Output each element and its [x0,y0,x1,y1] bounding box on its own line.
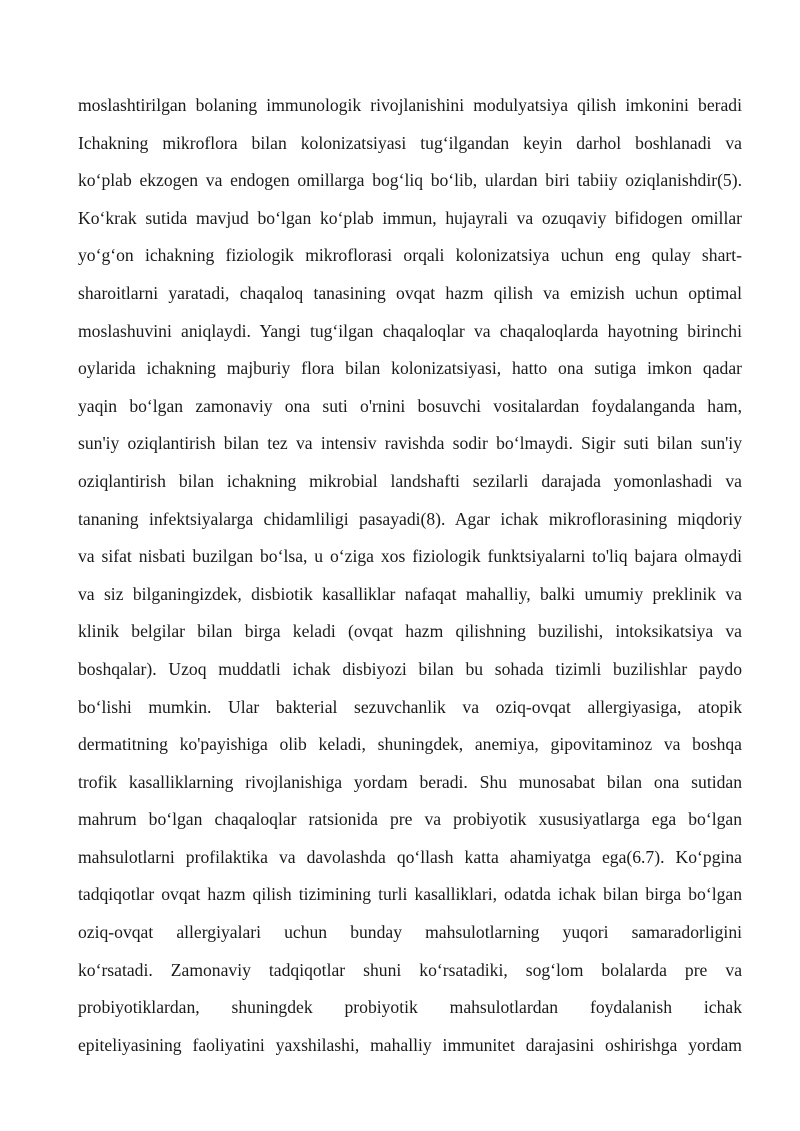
text-line: moslashuvini aniqlaydi. Yangi tug‘ilgan chaqaloqlar va chaqaloqlarda hayotning birinchi [78,320,742,341]
text-line: boshqalar). Uzoq muddatli ichak disbiyozi bilan bu sohada tizimli buzilishlar paydo [78,658,742,679]
text-line: va siz bilganingizdek, disbiotik kasalliklar nafaqat mahalliy, balki umumiy preklinik va [78,583,742,604]
text-line: sun'iy oziqlantirish bilan tez va intensiv ravishda sodir bo‘lmaydi. Sigir suti bilan sun'iy [78,433,742,454]
text-line: epiteliyasining faoliyatini yaxshilashi, mahalliy immunitet darajasini oshirishga yordam [78,1034,742,1055]
text-line: klinik belgilar bilan birga keladi (ovqat hazm qilishning buzilishi, intoksikatsiya va [78,621,742,642]
text-line: Ichakning mikroflora bilan kolonizatsiyasi tug‘ilgandan keyin darhol boshlanadi va [78,132,742,153]
text-line: oziqlantirish bilan ichakning mikrobial landshafti sezilarli darajada yomonlashadi va [78,470,742,491]
text-line: mahrum bo‘lgan chaqaloqlar ratsionida pre va probiyotik xususiyatlarga ega bo‘lgan [78,809,742,830]
text-line: oylarida ichakning majburiy flora bilan kolonizatsiyasi, hatto ona sutiga imkon qadar [78,358,742,379]
text-line: va sifat nisbati buzilgan bo‘lsa, u o‘ziga xos fiziologik funktsiyalarni to'liq bajara olmaydi [78,546,742,567]
text-line: yo‘g‘on ichakning fiziologik mikroflorasi orqali kolonizatsiya uchun eng qulay shart- [78,245,742,266]
text-line: mahsulotlarni profilaktika va davolashda qo‘llash katta ahamiyatga ega(6.7). Ko‘pgina [78,846,742,867]
text-line: oziq-ovqat allergiyalari uchun bunday mahsulotlarning yuqori samaradorligini [78,922,742,943]
body-paragraph [78,87,742,1064]
text-line: ko‘plab ekzogen va endogen omillarga bog‘liq bo‘lib, ulardan biri tabiiy oziqlanishdir(5). [78,170,742,191]
text-line: probiyotiklardan, shuningdek probiyotik mahsulotlardan foydalanish ichak [78,997,742,1018]
text-line: ko‘rsatadi. Zamonaviy tadqiqotlar shuni ko‘rsatadiki, sog‘lom bolalarda pre va [78,959,742,980]
text-line: moslashtirilgan bolaning immunologik rivojlanishini modulyatsiya qilish imkonini beradi [78,95,742,115]
text-line: trofik kasalliklarning rivojlanishiga yordam beradi. Shu munosabat bilan ona sutidan [78,771,742,792]
text-line: bo‘lishi mumkin. Ular bakterial sezuvchanlik va oziq-ovqat allergiyasiga, atopik [78,696,742,717]
text-line: Ko‘krak sutida mavjud bo‘lgan ko‘plab immun, hujayrali va ozuqaviy bifidogen omillar [78,207,742,228]
text-line: sharoitlarni yaratadi, chaqaloq tanasining ovqat hazm qilish va emizish uchun optimal [78,282,742,303]
text-line: tananing infektsiyalarga chidamliligi pasayadi(8). Agar ichak mikroflorasining miqdoriy [78,508,742,529]
text-line: yaqin bo‘lgan zamonaviy ona suti o'rnini bosuvchi vositalardan foydalanganda ham, [78,395,742,416]
text-line: tadqiqotlar ovqat hazm qilish tizimining turli kasalliklari, odatda ichak bilan birga bo‘lgan [78,884,742,905]
text-line: dermatitning ko'payishiga olib keladi, shuningdek, anemiya, gipovitaminoz va boshqa [78,734,742,755]
